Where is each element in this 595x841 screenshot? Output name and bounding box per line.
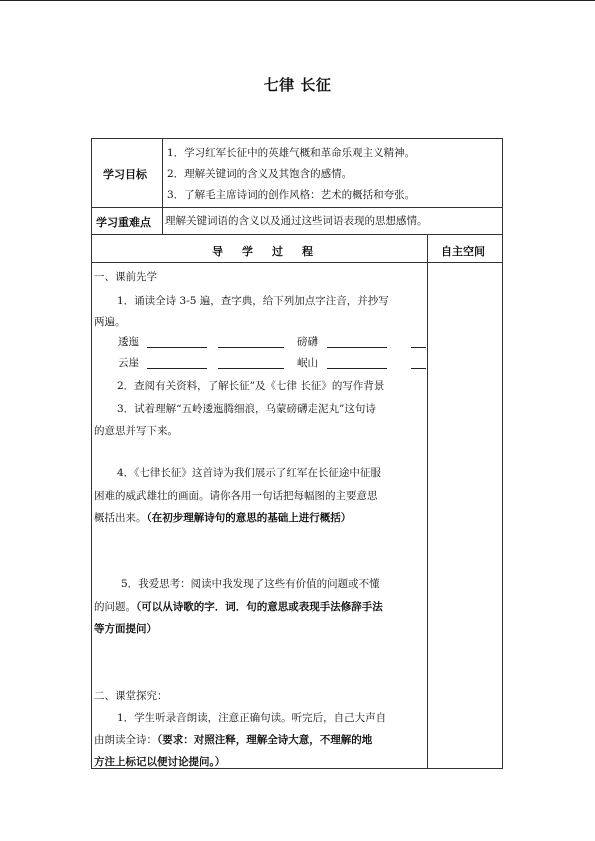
word-4: 岷山 <box>297 357 318 369</box>
p1-line2 <box>94 733 372 747</box>
label-column-divider <box>162 138 163 234</box>
section2-title: 二、课堂探究： <box>94 690 168 702</box>
q3-line2: 的意思并写下来。 <box>94 425 178 437</box>
word-3: 云崖 <box>118 357 139 369</box>
goal-item-3: 3．了解毛主席诗词的创作风格：艺术的概括和夸张。 <box>167 189 416 201</box>
answer-blank-1b[interactable] <box>218 347 284 348</box>
word-1: 逶迤 <box>118 336 139 348</box>
goal-item-2: 2．理解关键词的含义及其饱含的感情。 <box>167 168 353 180</box>
answer-blank-4a[interactable] <box>327 368 387 369</box>
answer-blank-2a[interactable] <box>327 347 387 348</box>
process-header-char-4: 程 <box>302 245 313 258</box>
q1-line2: 两遍。 <box>94 316 126 328</box>
page-title: 七律 长征 <box>263 76 332 94</box>
q5-line2 <box>94 600 383 614</box>
section1-title: 一、课前先学 <box>94 271 157 283</box>
goals-label: 学习目标 <box>103 168 147 181</box>
q4-line3-hint: （在初步理解诗句的意思的基础上进行概括） <box>146 512 352 524</box>
row-divider-focus <box>91 234 503 235</box>
q3-line1: 3．试着理解“五岭逶迤腾细浪，乌蒙磅礴走泥丸”这句诗 <box>117 403 376 415</box>
q4-line1: 4．《七律长征》这首诗为我们展示了红军在长征途中征服 <box>117 467 381 479</box>
goal-item-1: 1．学习红军长征中的英雄气概和革命乐观主义精神。 <box>167 147 416 159</box>
p1-line2-plain: 由朗读全诗： <box>94 734 157 746</box>
row-divider-header <box>91 262 503 263</box>
worksheet-table <box>91 138 503 769</box>
row-divider-goals <box>91 207 503 208</box>
q4-line3 <box>94 511 351 525</box>
p1-line1: 1．学生听录音朗读，注意正确句读。听完后，自己大声自 <box>117 712 387 724</box>
p1-line2-hint: （要求：对照注释，理解全诗大意，不理解的地 <box>157 734 373 746</box>
q5-line2-hint: （可以从诗歌的字．词．句的意思或表现手法修辞手法 <box>136 601 383 613</box>
q5-line1: 5．我爱思考：阅读中我发现了这些有价值的问题或不懂 <box>121 578 380 590</box>
q5-line2-plain: 的问题。 <box>94 601 136 613</box>
p1-line3-hint: 方注上标记以便讨论提问。） <box>94 756 226 768</box>
self-space-column-divider <box>427 234 428 769</box>
answer-blank-1a[interactable] <box>147 347 207 348</box>
q4-line2: 困难的威武雄壮的画面。请你各用一句话把每幅图的主要意思 <box>94 490 378 502</box>
focus-label: 学习重难点 <box>96 216 151 229</box>
q1-line1: 1．诵读全诗 3-5 遍，查字典，给下列加点字注音，并抄写 <box>117 295 389 307</box>
process-header-char-1: 导 <box>212 245 223 258</box>
q5-line3-hint: 等方面提问） <box>94 623 157 635</box>
self-space-header: 自主空间 <box>441 245 485 258</box>
process-header-char-3: 过 <box>272 245 283 258</box>
answer-blank-4b[interactable] <box>411 368 426 369</box>
answer-blank-3b[interactable] <box>218 368 284 369</box>
page-top-rule <box>0 0 595 1</box>
word-2: 磅礴 <box>297 336 318 348</box>
process-header-char-2: 学 <box>242 245 253 258</box>
answer-blank-3a[interactable] <box>147 368 207 369</box>
q2: 2．查阅有关资料，了解长征”及《七律 长征》的写作背景 <box>117 380 385 392</box>
answer-blank-2b[interactable] <box>411 347 426 348</box>
focus-text: 理解关键词语的含义以及通过这些词语表现的思想感情。 <box>165 215 428 227</box>
q4-line3-plain: 概括出来。 <box>94 512 147 524</box>
